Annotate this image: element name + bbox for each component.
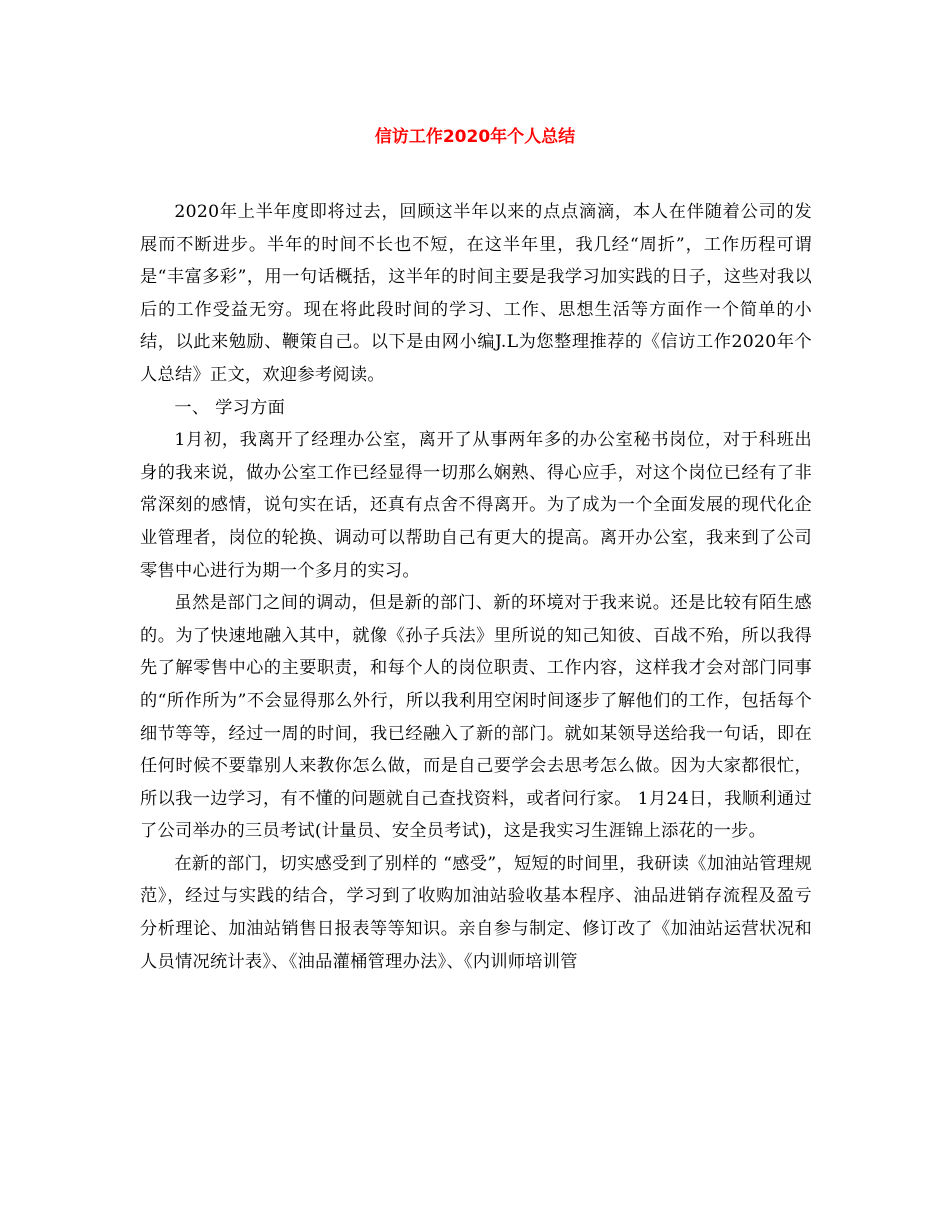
paragraph-january: 1月初，我离开了经理办公室，离开了从事两年多的办公室秘书岗位，对于科班出身的我来说，做办公室工作已经显得一切那么娴熟、得心应手，对这个岗位已经有了非常深刻的感情，说句实在话，还真有点舍不得离开。为了成为一个全面发展的现代化企业管理者，岗位的轮换、调动可以帮助自己有更大的提高。离开办公室，我来到了公司零售中心进行为期一个多月的实习。 [140,430,812,581]
section-heading-study: 一、 学习方面 [174,397,286,418]
document-body [140,196,812,978]
document-title: 信访工作2020年个人总结 [374,127,576,147]
paragraph-experience: 在新的部门，切实感受到了别样的 “感受”，短短的时间里，我研读《加油站管理规范》，经过与实践的结合，学习到了收购加油站验收基本程序、油品进销存流程及盈亏分析理论、加油站销售日报表等等知识。亲自参与制定、修订改了《加油站运营状况和人员情况统计表》、《油品灌桶管理办法》、《内训师培训管 [140,853,812,972]
paragraph-new-department: 虽然是部门之间的调动，但是新的部门、新的环境对于我来说。还是比较有陌生感的。为了快速地融入其中，就像《孙子兵法》里所说的知己知彼、百战不殆，所以我得先了解零售中心的主要职责，和每个人的岗位职责、工作内容，这样我才会对部门同事的“所作所为”不会显得那么外行，所以我利用空闲时间逐步了解他们的工作，包括每个细节等等，经过一周的时间，我已经融入了新的部门。就如某领导送给我一句话，即在任何时候不要靠别人来教你怎么做，而是自己要学会去思考怎么做。因为大家都很忙，所以我一边学习，有不懂的问题就自己查找资料，或者问行家。 1月24日，我顺利通过了公司举办的三员考试(计量员、安全员考试)，这是我实习生涯锦上添花的一步。 [140,593,812,842]
paragraph-intro: 2020年上半年度即将过去，回顾这半年以来的点点滴滴，本人在伴随着公司的发展而不断进步。半年的时间不长也不短，在这半年里，我几经“周折”，工作历程可谓是“丰富多彩”，用一句话概括，这半年的时间主要是我学习加实践的日子，这些对我以后的工作受益无穷。现在将此段时间的学习、工作、思想生活等方面作一个简单的小结，以此来勉励、鞭策自己。以下是由网小编J.L为您整理推荐的《信访工作2020年个人总结》正文，欢迎参考阅读。 [140,202,812,385]
